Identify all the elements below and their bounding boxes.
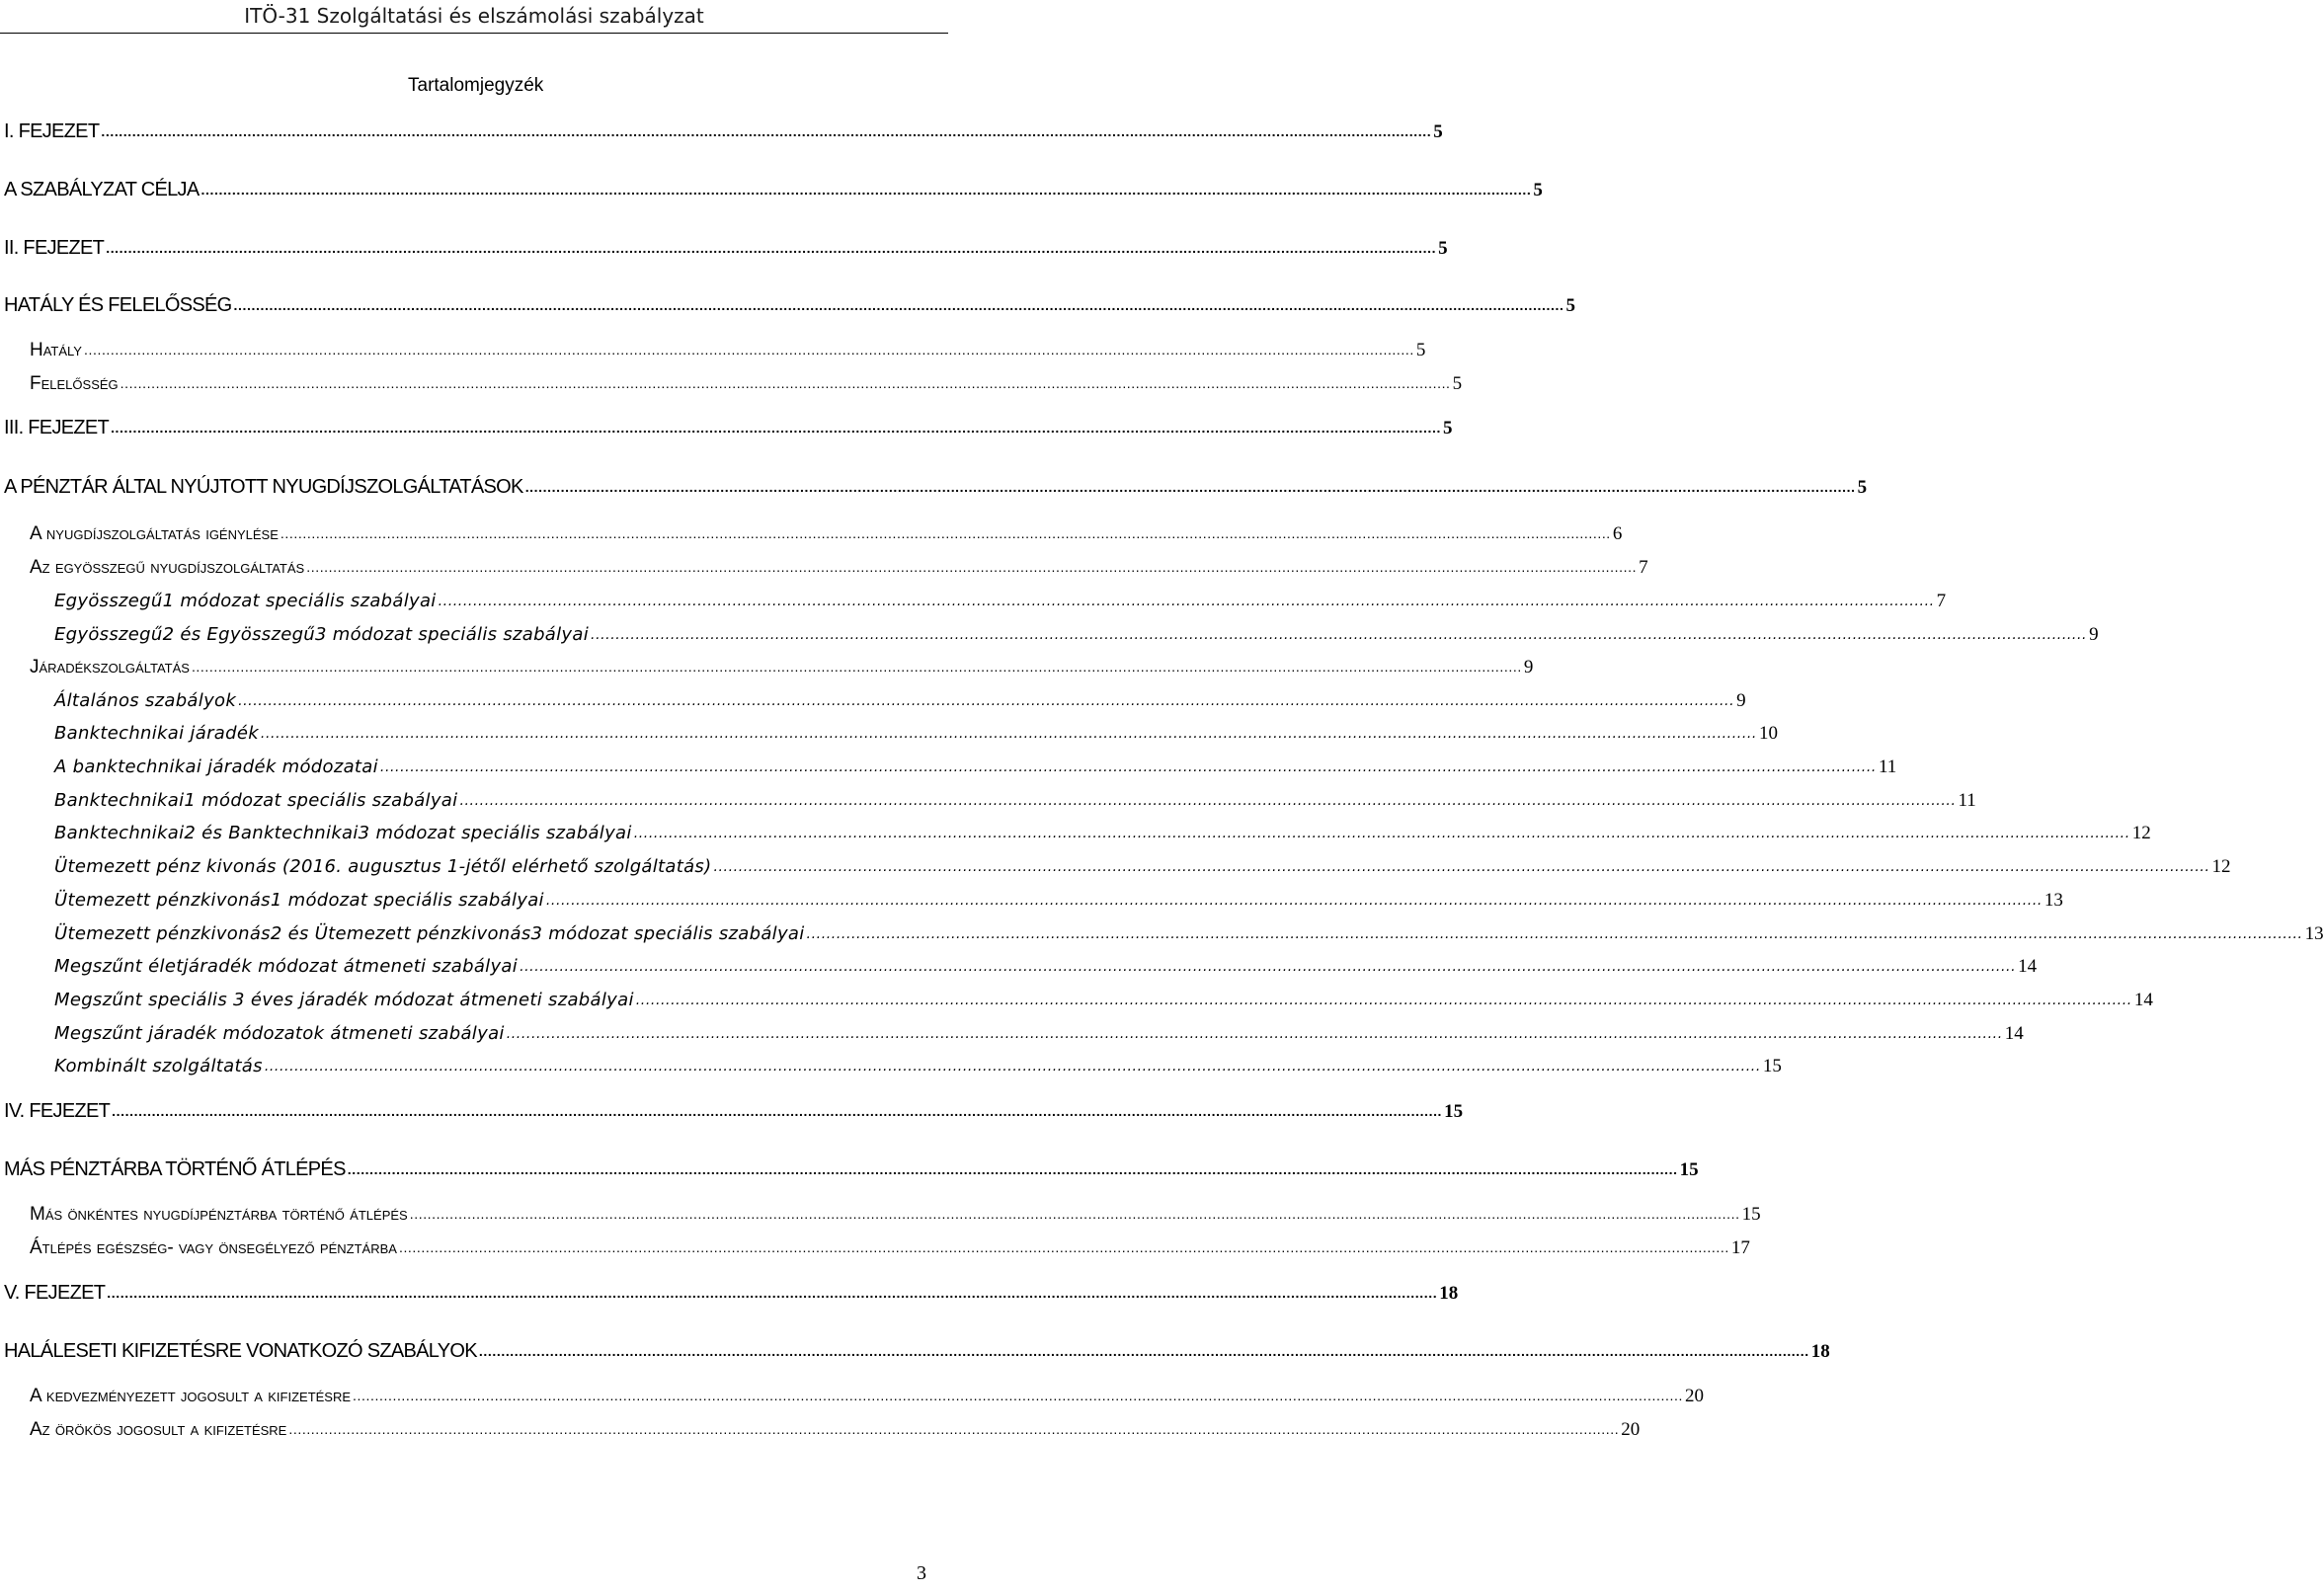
toc-entry-page: 12 bbox=[2131, 823, 2151, 843]
toc-entry[interactable] bbox=[4, 292, 1575, 318]
toc-entry-page: 9 bbox=[1736, 690, 1746, 711]
toc-entry[interactable] bbox=[54, 755, 1897, 780]
toc-entry[interactable] bbox=[54, 954, 2038, 980]
toc-entry-title: Egyösszegű1 módozat speciális szabályai bbox=[54, 591, 437, 611]
toc-entry[interactable] bbox=[54, 1054, 1782, 1079]
toc-entry-page: 15 bbox=[1444, 1101, 1464, 1122]
toc-dot-leader: ............................................................................................................................................................................................................................................................................................................ bbox=[112, 1103, 1443, 1119]
toc-dot-leader: ............................................................................................................................................................................................................................................................................................................ bbox=[353, 1388, 1683, 1403]
toc-entry-title: Banktechnikai2 és Banktechnikai3 módozat speciális szabályai bbox=[54, 823, 632, 843]
toc-dot-leader: ............................................................................................................................................................................................................................................................................................................ bbox=[633, 826, 2130, 841]
toc-dot-leader: ............................................................................................................................................................................................................................................................................................................ bbox=[379, 759, 1877, 775]
toc-entry[interactable] bbox=[30, 338, 1426, 363]
toc-entry[interactable] bbox=[54, 988, 2153, 1013]
toc-entry-title: Kombinált szolgáltatás bbox=[54, 1056, 263, 1076]
toc-entry-page: 10 bbox=[1758, 723, 1778, 744]
page-number: 3 bbox=[917, 1562, 926, 1584]
toc-entry[interactable] bbox=[4, 177, 1543, 202]
toc-entry[interactable] bbox=[54, 821, 2151, 846]
toc-entry[interactable] bbox=[4, 1280, 1459, 1306]
toc-entry-title: Ütemezett pénz kivonás (2016. augusztus 1-jétől elérhető szolgáltatás) bbox=[54, 856, 712, 877]
toc-entry[interactable] bbox=[54, 921, 2324, 947]
toc-dot-leader: ............................................................................................................................................................................................................................................................................................................ bbox=[106, 240, 1437, 256]
toc-entry-page: 9 bbox=[1523, 657, 1534, 677]
toc-entry-page: 6 bbox=[1612, 523, 1623, 544]
toc-dot-leader: ............................................................................................................................................................................................................................................................................................................ bbox=[478, 1343, 1809, 1359]
toc-entry-title: Átlépés egészség- vagy önsegélyező pénztárba bbox=[30, 1237, 397, 1258]
toc-entry-page: 5 bbox=[1438, 238, 1448, 259]
toc-entry-page: 11 bbox=[1958, 790, 1976, 811]
toc-entry-title: Egyösszegű2 és Egyösszegű3 módozat speciális szabályai bbox=[54, 624, 590, 645]
toc-entry[interactable] bbox=[4, 415, 1453, 440]
toc-entry-page: 17 bbox=[1730, 1237, 1750, 1258]
toc-entry-title: V. FEJEZET bbox=[4, 1282, 106, 1304]
toc-dot-leader: ............................................................................................................................................................................................................................................................................................................ bbox=[107, 1285, 1438, 1301]
toc-dot-leader: ............................................................................................................................................................................................................................................................................................................ bbox=[409, 1206, 1740, 1222]
toc-dot-leader: ............................................................................................................................................................................................................................................................................................................ bbox=[713, 859, 2210, 875]
toc-entry-page: 13 bbox=[2044, 890, 2063, 911]
toc-dot-leader: ............................................................................................................................................................................................................................................................................................................ bbox=[288, 1421, 1620, 1437]
toc-dot-leader: ............................................................................................................................................................................................................................................................................................................ bbox=[520, 959, 2017, 975]
toc-dot-leader: ............................................................................................................................................................................................................................................................................................................ bbox=[233, 297, 1564, 313]
toc-entry-page: 15 bbox=[1762, 1056, 1782, 1076]
toc-entry[interactable] bbox=[4, 474, 1868, 500]
toc-dot-leader: ............................................................................................................................................................................................................................................................................................................ bbox=[191, 659, 1522, 675]
toc-entry-title: Az örökös jogosult a kifizetésre bbox=[30, 1419, 287, 1440]
toc-entry-page: 5 bbox=[1533, 180, 1543, 200]
toc-dot-leader: ............................................................................................................................................................................................................................................................................................................ bbox=[806, 926, 2303, 942]
toc-dot-leader: ............................................................................................................................................................................................................................................................................................................ bbox=[347, 1161, 1678, 1177]
toc-entry-title: A banktechnikai járadék módozatai bbox=[54, 757, 378, 777]
toc-entry[interactable] bbox=[30, 371, 1463, 397]
toc-entry-title: Ütemezett pénzkivonás1 módozat speciális szabályai bbox=[54, 890, 544, 911]
toc-entry[interactable] bbox=[4, 235, 1448, 261]
toc-entry-page: 14 bbox=[2004, 1023, 2024, 1044]
toc-entry-page: 13 bbox=[2304, 923, 2324, 944]
toc-entry-title: Ütemezett pénzkivonás2 és Ütemezett pénzkivonás3 módozat speciális szabályai bbox=[54, 923, 805, 944]
toc-entry-title: Megszűnt speciális 3 éves járadék módozat átmeneti szabályai bbox=[54, 990, 634, 1010]
toc-entry-title: Járadékszolgáltatás bbox=[30, 657, 190, 677]
toc-entry-page: 20 bbox=[1684, 1386, 1704, 1406]
toc-entry[interactable] bbox=[54, 721, 1778, 747]
toc-entry-page: 18 bbox=[1439, 1283, 1459, 1304]
toc-entry[interactable] bbox=[54, 788, 1976, 814]
toc-dot-leader: ............................................................................................................................................................................................................................................................................................................ bbox=[111, 420, 1441, 436]
toc-entry[interactable] bbox=[54, 854, 2231, 880]
toc-entry-title: Más önkéntes nyugdíjpénztárba történő átlépés bbox=[30, 1204, 408, 1225]
toc-entry-title: Felelősség bbox=[30, 373, 119, 394]
toc-entry-page: 12 bbox=[2211, 856, 2231, 877]
toc-entry[interactable] bbox=[30, 1417, 1641, 1443]
toc-entry[interactable] bbox=[54, 622, 2099, 648]
toc-entry-title: A nyugdíjszolgáltatás igénylése bbox=[30, 523, 279, 544]
toc-entry-page: 5 bbox=[1433, 121, 1443, 142]
toc-entry[interactable] bbox=[30, 555, 1648, 581]
toc-entry-page: 18 bbox=[1810, 1341, 1830, 1362]
toc-entry[interactable] bbox=[4, 1098, 1464, 1124]
toc-dot-leader: ............................................................................................................................................................................................................................................................................................................ bbox=[398, 1239, 1729, 1255]
toc-dot-leader: ............................................................................................................................................................................................................................................................................................................ bbox=[635, 993, 2132, 1008]
toc-dot-leader: ............................................................................................................................................................................................................................................................................................................ bbox=[260, 726, 1757, 742]
toc-entry-title: III. FEJEZET bbox=[4, 417, 110, 438]
toc-entry-page: 7 bbox=[1936, 591, 1947, 611]
toc-entry[interactable] bbox=[30, 1384, 1704, 1409]
toc-dot-leader: ............................................................................................................................................................................................................................................................................................................ bbox=[591, 627, 2088, 643]
toc-entry-title: MÁS PÉNZTÁRBA TÖRTÉNŐ ÁTLÉPÉS bbox=[4, 1158, 346, 1180]
toc-entry[interactable] bbox=[30, 655, 1534, 680]
toc-entry-page: 5 bbox=[1442, 418, 1453, 438]
toc-entry-title: IV. FEJEZET bbox=[4, 1100, 111, 1122]
toc-entry-page: 14 bbox=[2133, 990, 2153, 1010]
toc-entry[interactable] bbox=[54, 1021, 2024, 1047]
toc-entry-page: 15 bbox=[1741, 1204, 1761, 1225]
toc-dot-leader: ............................................................................................................................................................................................................................................................................................................ bbox=[545, 893, 2043, 909]
toc-entry-title: A PÉNZTÁR ÁLTAL NYÚJTOTT NYUGDÍJSZOLGÁLTATÁSOK bbox=[4, 476, 523, 498]
toc-entry[interactable] bbox=[54, 688, 1746, 714]
toc-dot-leader: ............................................................................................................................................................................................................................................................................................................ bbox=[120, 375, 1451, 391]
toc-entry[interactable] bbox=[54, 888, 2063, 914]
toc-dot-leader: ............................................................................................................................................................................................................................................................................................................ bbox=[506, 1026, 2003, 1042]
toc-entry-page: 5 bbox=[1857, 477, 1868, 498]
toc-entry-page: 14 bbox=[2018, 956, 2038, 977]
toc-entry[interactable] bbox=[4, 1338, 1830, 1364]
toc-entry-page: 15 bbox=[1679, 1159, 1699, 1180]
toc-entry[interactable] bbox=[4, 1156, 1699, 1182]
toc-dot-leader: ............................................................................................................................................................................................................................................................................................................ bbox=[524, 479, 1856, 495]
toc-entry[interactable] bbox=[54, 589, 1947, 614]
toc-entry-title: Megszűnt járadék módozatok átmeneti szabályai bbox=[54, 1023, 505, 1044]
toc-entry[interactable] bbox=[30, 1235, 1750, 1261]
toc-entry[interactable] bbox=[30, 521, 1623, 547]
toc-entry-page: 11 bbox=[1878, 757, 1897, 777]
toc-entry-title: A SZABÁLYZAT CÉLJA bbox=[4, 179, 200, 200]
toc-entry-title: Általános szabályok bbox=[54, 690, 237, 711]
toc-dot-leader: ............................................................................................................................................................................................................................................................................................................ bbox=[238, 693, 1735, 709]
toc-entry-page: 5 bbox=[1565, 295, 1575, 316]
toc-entry-title: Banktechnikai járadék bbox=[54, 723, 259, 744]
toc-entry-page: 9 bbox=[2089, 624, 2099, 645]
toc-entry-page: 5 bbox=[1415, 340, 1426, 360]
toc-entry-title: I. FEJEZET bbox=[4, 120, 100, 142]
toc-entry-title: Hatály bbox=[30, 340, 82, 360]
toc-entry-page: 20 bbox=[1621, 1419, 1641, 1440]
toc-entry-page: 5 bbox=[1452, 373, 1463, 394]
toc-entry-title: Az egyösszegű nyugdíjszolgáltatás bbox=[30, 557, 305, 578]
toc-dot-leader: ............................................................................................................................................................................................................................................................................................................ bbox=[280, 525, 1611, 541]
toc-entry[interactable] bbox=[4, 119, 1443, 144]
running-header: ITÖ-31 Szolgáltatási és elszámolási szabályzat bbox=[244, 4, 704, 28]
toc-entry-title: A kedvezményezett jogosult a kifizetésre bbox=[30, 1386, 352, 1406]
toc-dot-leader: ............................................................................................................................................................................................................................................................................................................ bbox=[101, 123, 1432, 139]
toc-entry-page: 7 bbox=[1639, 557, 1648, 578]
toc-dot-leader: ............................................................................................................................................................................................................................................................................................................ bbox=[306, 559, 1638, 575]
toc-entry-title: HATÁLY ÉS FELELŐSSÉG bbox=[4, 294, 232, 316]
toc-title: Tartalomjegyzék bbox=[408, 75, 544, 96]
toc-entry-title: HALÁLESETI KIFIZETÉSRE VONATKOZÓ SZABÁLYOK bbox=[4, 1340, 477, 1362]
toc-dot-leader: ............................................................................................................................................................................................................................................................................................................ bbox=[438, 594, 1935, 609]
toc-dot-leader: ............................................................................................................................................................................................................................................................................................................ bbox=[264, 1059, 1761, 1075]
toc-entry-title: Megszűnt életjáradék módozat átmeneti szabályai bbox=[54, 956, 519, 977]
toc-dot-leader: ............................................................................................................................................................................................................................................................................................................ bbox=[459, 793, 1957, 809]
toc-dot-leader: ............................................................................................................................................................................................................................................................................................................ bbox=[200, 182, 1532, 198]
toc-dot-leader: ............................................................................................................................................................................................................................................................................................................ bbox=[83, 342, 1414, 358]
toc-entry-title: Banktechnikai1 módozat speciális szabályai bbox=[54, 790, 458, 811]
toc-entry-title: II. FEJEZET bbox=[4, 237, 105, 259]
toc-entry[interactable] bbox=[30, 1202, 1761, 1228]
